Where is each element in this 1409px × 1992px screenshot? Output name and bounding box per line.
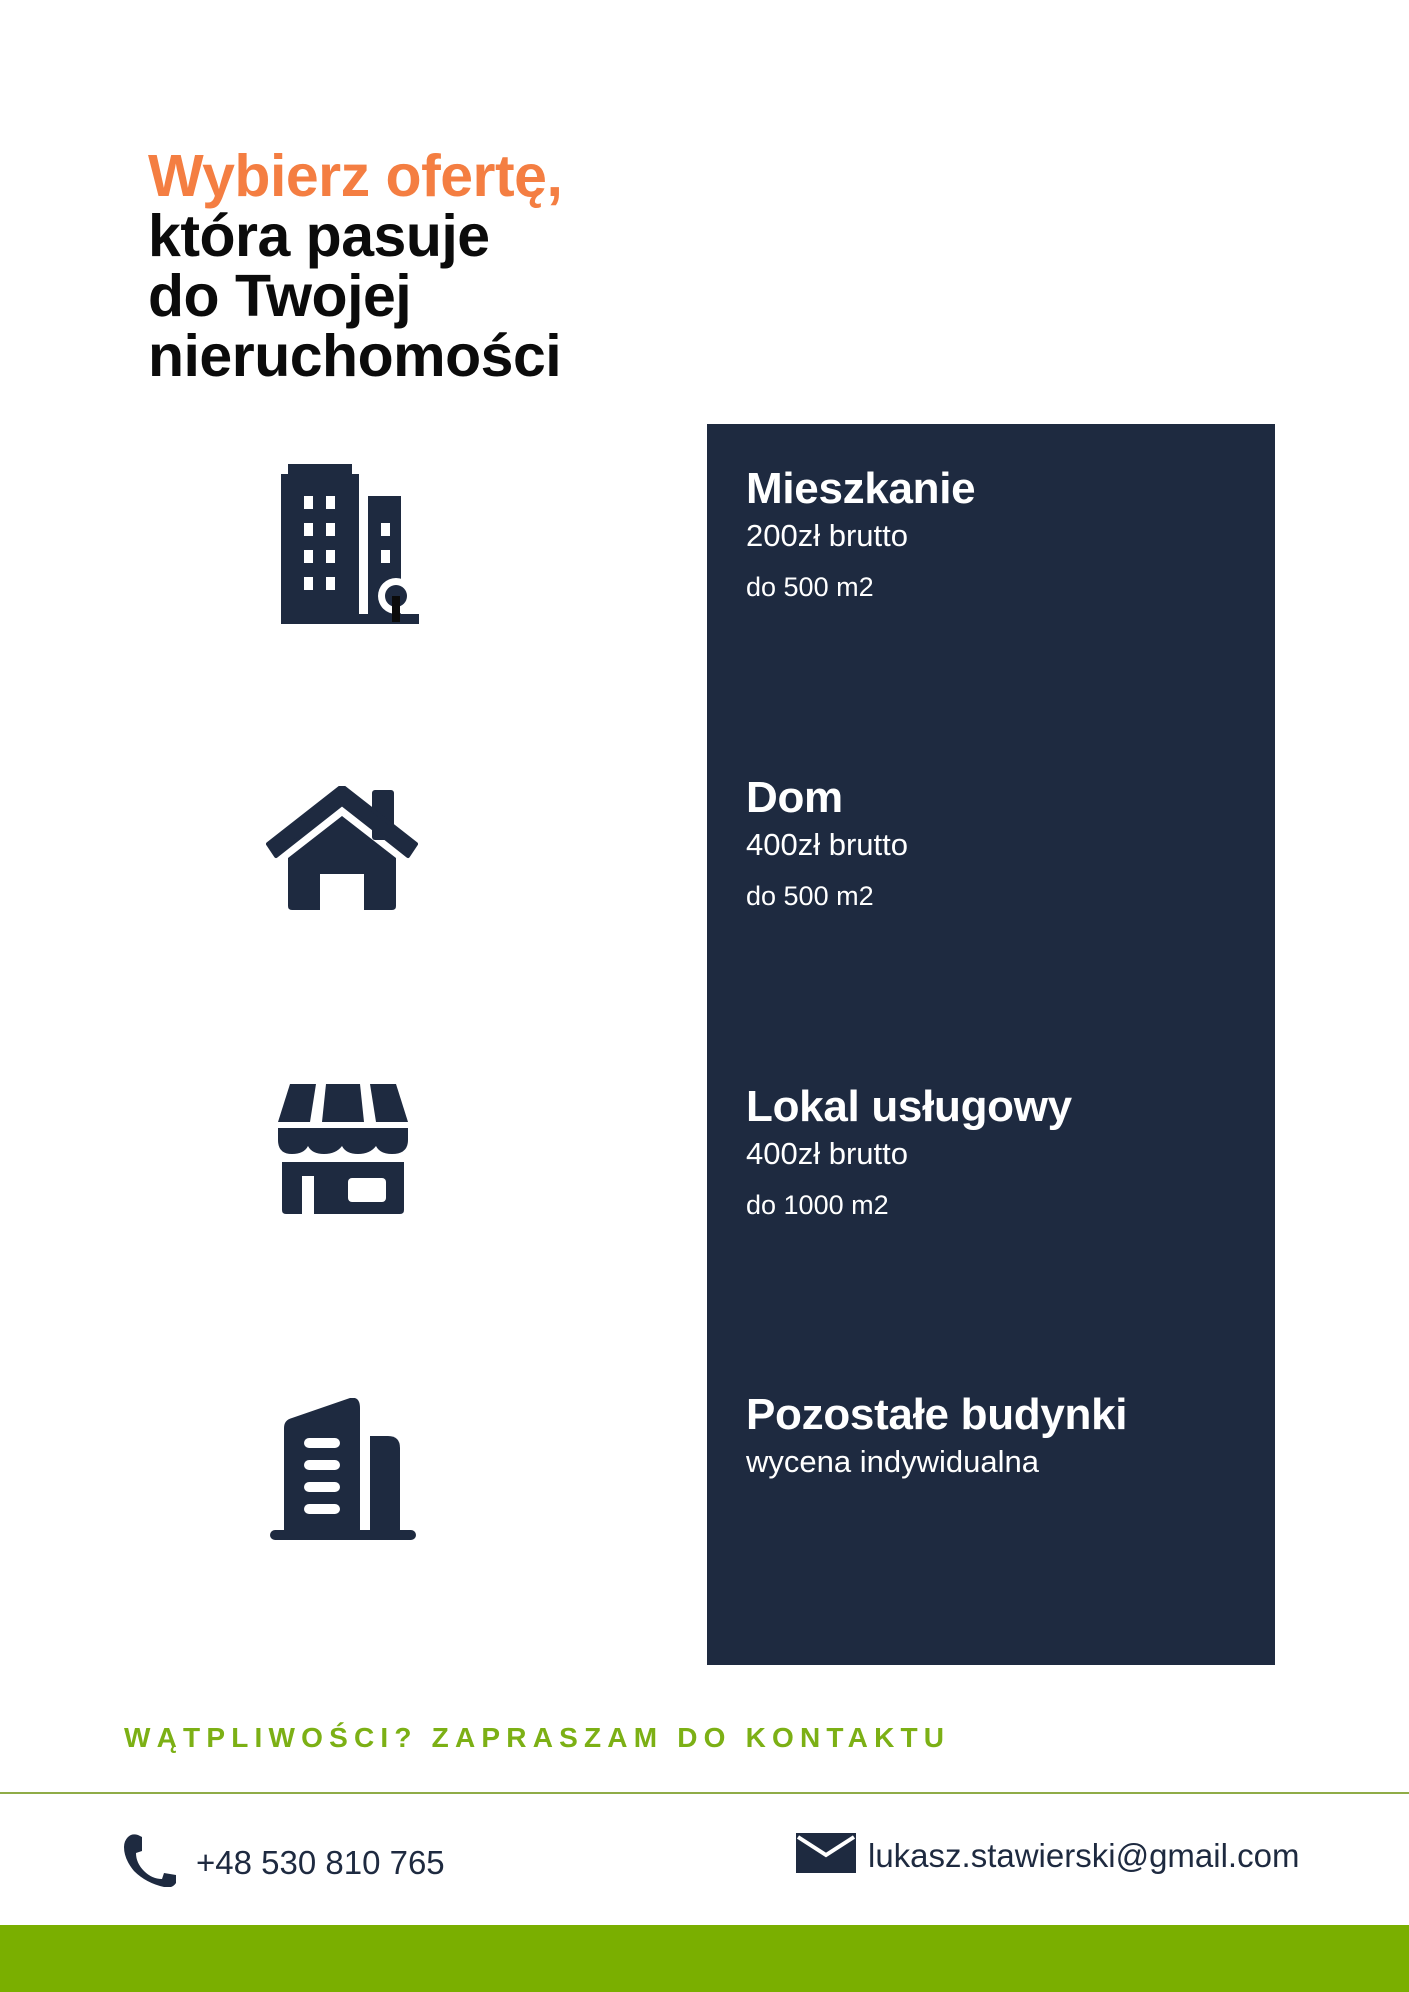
offer-pozostale-budynki — [746, 1390, 1127, 1482]
offers-panel — [707, 424, 1275, 1665]
offer-area: do 1000 m2 — [746, 1190, 889, 1220]
offer-name: Pozostałe budynki — [746, 1390, 1128, 1439]
headline-line-1: która pasuje — [148, 203, 490, 269]
divider — [0, 1792, 1409, 1794]
offer-area: do 500 m2 — [746, 572, 874, 602]
offer-dom — [746, 773, 908, 913]
offer-price: 400zł brutto — [746, 827, 908, 862]
contact-email[interactable] — [796, 1833, 1299, 1878]
offer-price: 200zł brutto — [746, 518, 908, 553]
page-title — [148, 143, 563, 389]
offer-area: do 500 m2 — [746, 881, 874, 911]
office-building-icon — [270, 1398, 416, 1540]
headline-accent: Wybierz ofertę, — [148, 143, 563, 209]
apartment-building-icon — [280, 464, 420, 624]
offer-name: Lokal usługowy — [746, 1082, 1072, 1131]
envelope-icon — [796, 1833, 856, 1878]
offer-name: Mieszkanie — [746, 464, 976, 513]
offer-name: Dom — [746, 773, 843, 822]
offer-price: wycena indywidualna — [746, 1444, 1039, 1479]
house-icon — [266, 786, 418, 911]
footer-band — [0, 1925, 1409, 1992]
headline-line-3: nieruchomości — [148, 323, 562, 389]
email-address[interactable]: lukasz.stawierski@gmail.com — [868, 1836, 1300, 1874]
contact-heading: WĄTPLIWOŚCI? ZAPRASZAM DO KONTAKTU — [124, 1722, 951, 1753]
storefront-icon — [276, 1082, 410, 1216]
headline-line-2: do Twojej — [148, 263, 412, 329]
phone-number[interactable]: +48 530 810 765 — [196, 1843, 445, 1881]
offer-mieszkanie — [746, 464, 975, 604]
offer-price: 400zł brutto — [746, 1136, 908, 1171]
phone-icon — [122, 1833, 176, 1892]
offer-lokal-uslugowy — [746, 1082, 1072, 1222]
contact-phone[interactable] — [122, 1833, 445, 1892]
